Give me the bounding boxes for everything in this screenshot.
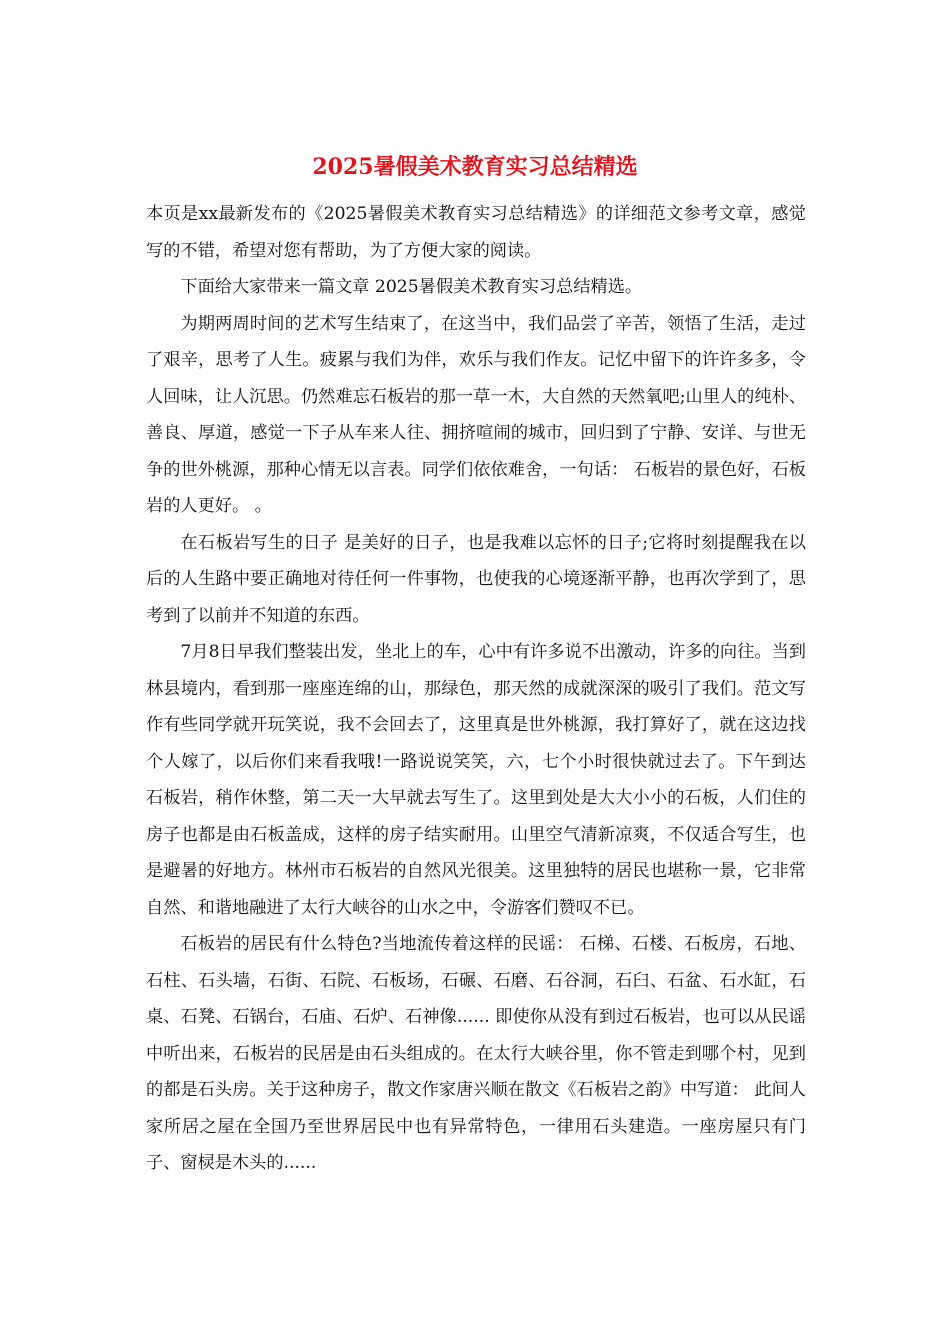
body-paragraph-memories: 在石板岩写生的日子 是美好的日子，也是我难以忘怀的日子;它将时刻提醒我在以后的人生路中要正确地对待任何一件事物，也使我的心境逐渐平静，也再次学到了，思考到了以前并不知道的东西。	[146, 532, 806, 626]
body-paragraph-journey: 7月8日早我们整装出发，坐北上的车，心中有许多说不出激动，许多的向往。当到林县境内，看到那一座座连绵的山，那绿色，那天然的成就深深的吸引了我们。范文写作有些同学就开玩笑说，我不会回去了，这里真是世外桃源，我打算好了，就在这边找个人嫁了，以后你们来看我哦!一路说说笑笑，六，七个小时很快就过去了。下午到达石板岩，稍作休整，第二天一大早就去写生了。这里到处是大大小小的石板，人们住的房子也都是由石板盖成，这样的房子结实耐用。山里空气清新凉爽，不仅适合写生，也是避暑的好地方。林州市石板岩的自然风光很美。这里独特的居民也堪称一景，它非常自然、和谐地融进了太行大峡谷的山水之中，令游客们赞叹不已。	[146, 642, 806, 918]
body-paragraph-reflection: 为期两周时间的艺术写生结束了，在这当中，我们品尝了辛苦，领悟了生活，走过了艰辛，思考了人生。疲累与我们为伴，欢乐与我们作友。记忆中留下的许许多多，令人回味，让人沉思。仍然难忘石板岩的那一草一木，大自然的天然氧吧;山里人的纯朴、善良、厚道，感觉一下子从车来人往、拥挤喧闹的城市，回归到了宁静、安详、与世无争的世外桃源，那种心情无以言表。同学们依依难舍，一句话： 石板岩的景色好，石板岩的人更好。 。	[146, 313, 806, 516]
document-title: 2025暑假美术教育实习总结精选	[312, 154, 638, 180]
intro-paragraph: 本页是xx最新发布的《2025暑假美术教育实习总结精选》的详细范文参考文章，感觉写的不错，希望对您有帮助，为了方便大家的阅读。	[146, 204, 806, 261]
body-paragraph-residents: 石板岩的居民有什么特色?当地流传着这样的民谣： 石梯、石楼、石板房，石地、石柱、石头墙，石街、石院、石板场，石碾、石磨、石谷洞，石臼、石盆、石水缸，石桌、石凳、石锅台，石庙、石炉、石神像...... 即使你从没有到过石板岩，也可以从民谣中听出来，石板岩的民居是由石头组成的。在太行大峡谷里，你不管走到哪个村，见到的都是石头房。关于这种房子，散文作家唐兴顺在散文《石板岩之韵》中写道： 此间人家所居之屋在全国乃至世界居民中也有异常特色，一律用石头建造。一座房屋只有门子、窗棂是木头的......	[146, 934, 806, 1173]
document-body	[146, 196, 806, 1182]
lead-paragraph: 下面给大家带来一篇文章 2025暑假美术教育实习总结精选。	[180, 277, 643, 297]
